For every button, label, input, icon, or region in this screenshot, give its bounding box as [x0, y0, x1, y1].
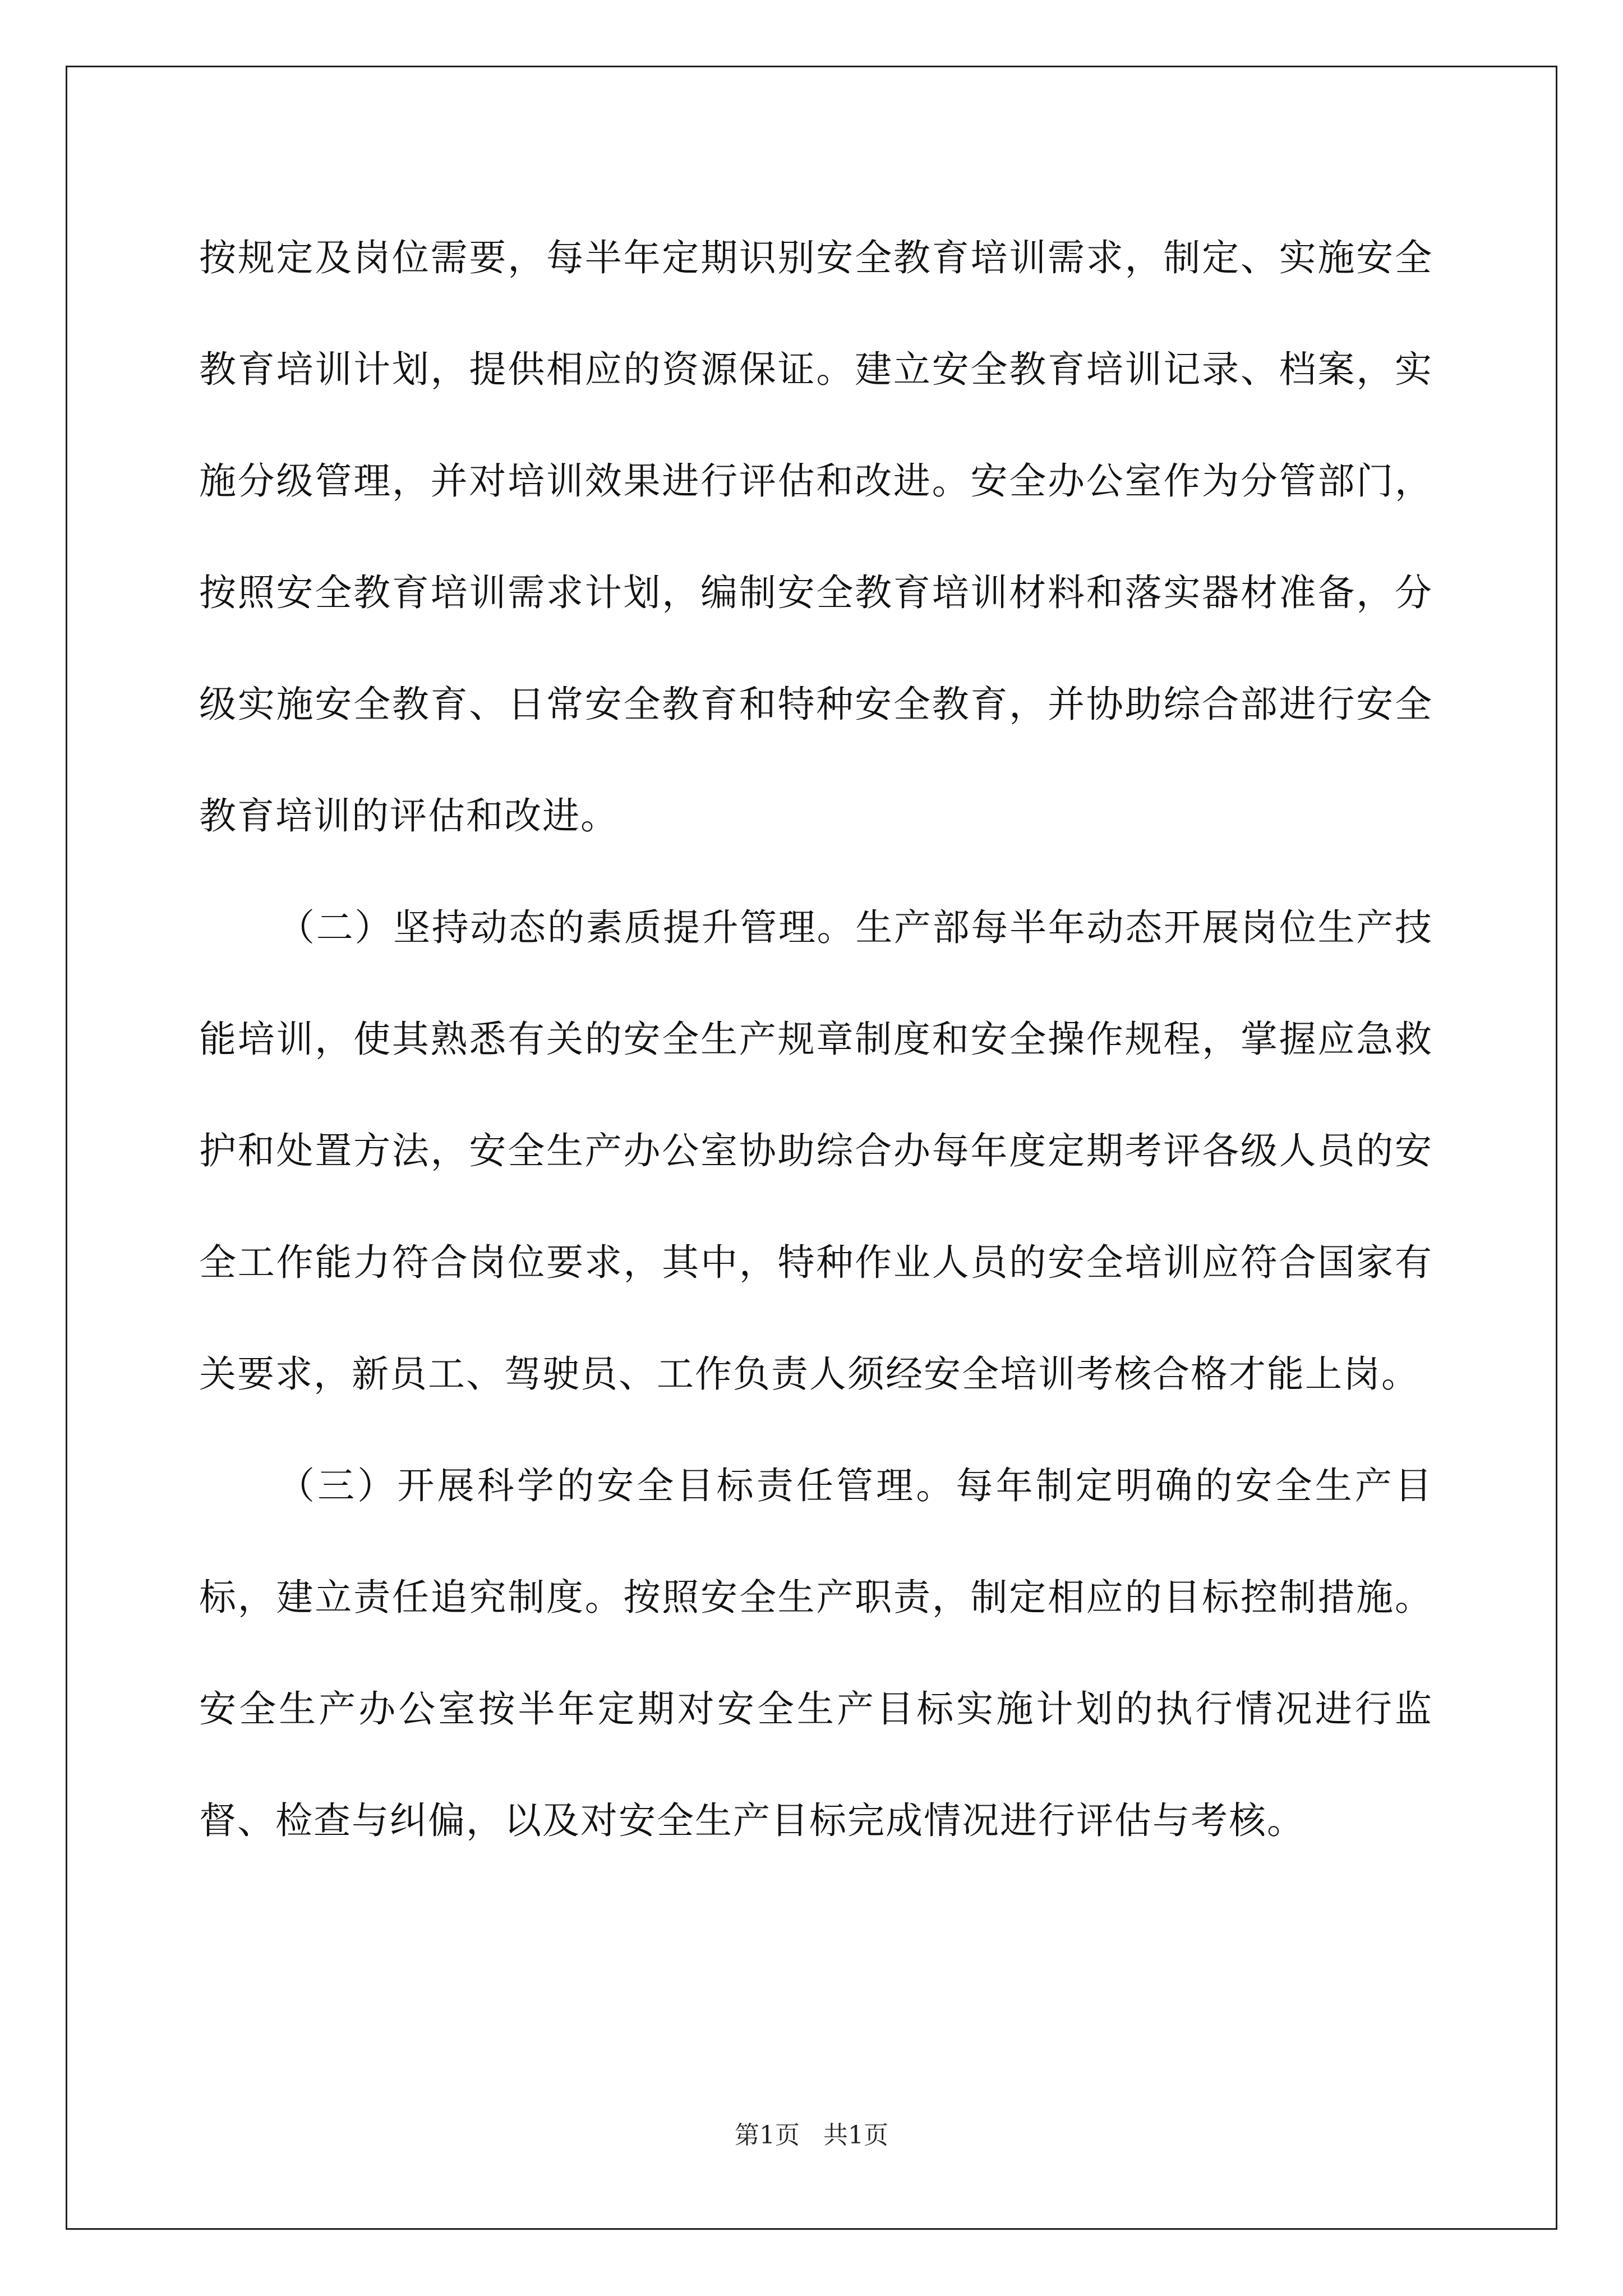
document-body [199, 202, 1433, 1876]
paragraph-3: （三）开展科学的安全目标责任管理。每年制定明确的安全生产目标，建立责任追究制度。按照安全生产职责，制定相应的目标控制措施。安全生产办公室按半年定期对安全生产目标实施计划的执行情况进行监督、检查与纠偏，以及对安全生产目标完成情况进行评估与考核。 [199, 1464, 1433, 1842]
paragraph-2: （二）坚持动态的素质提升管理。生产部每半年动态开展岗位生产技能培训，使其熟悉有关的安全生产规章制度和安全操作规程，掌握应急救护和处置方法，安全生产办公室协助综合办每年度定期考评各级人员的安全工作能力符合岗位要求，其中，特种作业人员的安全培训应符合国家有关要求，新员工、驾驶员、工作负责人须经安全培训考核合格才能上岗。 [199, 906, 1433, 1396]
page-number-footer: 第1页 共1页 [735, 2121, 888, 2150]
paragraph-1: 按规定及岗位需要，每半年定期识别安全教育培训需求，制定、实施安全教育培训计划，提供相应的资源保证。建立安全教育培训记录、档案，实施分级管理，并对培训效果进行评估和改进。安全办公室作为分管部门，按照安全教育培训需求计划，编制安全教育培训材料和落实器材准备，分级实施安全教育、日常安全教育和特种安全教育，并协助综合部进行安全教育培训的评估和改进。 [199, 236, 1433, 838]
